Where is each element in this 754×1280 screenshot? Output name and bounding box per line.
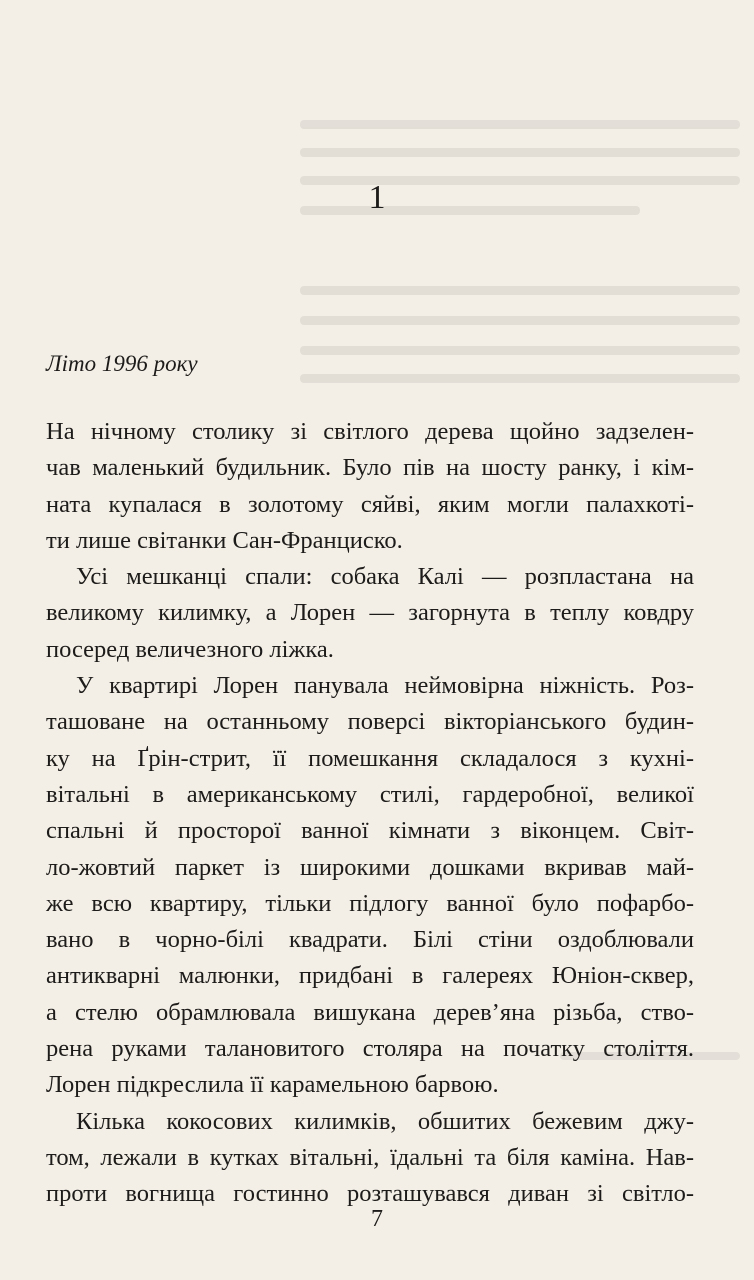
- chapter-dateline: Літо 1996 року: [46, 351, 198, 376]
- text-line: рена руками талановитого столяра на початку століття.: [46, 1035, 694, 1063]
- text-line: У квартирі Лорен панувала неймовірна ніжність. Роз-: [76, 672, 694, 700]
- text-line: ти лише світанки Сан-Франциско.: [46, 526, 403, 554]
- text-line: ку на Ґрін-стрит, її помешкання складалося з кухні-: [46, 744, 694, 772]
- text-line: том, лежали в кутках вітальні, їдальні та біля каміна. Нав-: [46, 1143, 694, 1171]
- text-line: Лорен підкреслила її карамельною барвою.: [46, 1071, 499, 1099]
- text-line: Кілька кокосових килимків, обшитих бежевим джу-: [76, 1107, 694, 1135]
- text-line: вано в чорно-білі квадрати. Білі стіни оздоблювали: [46, 926, 694, 954]
- text-line: ната купалася в золотому сяйві, яким могли палахкоті-: [46, 490, 694, 518]
- text-line: антикварні малюнки, придбані в галереях Юніон-сквер,: [46, 962, 694, 990]
- text-line: же всю квартиру, тільки підлогу ванної було пофарбо-: [46, 889, 694, 917]
- text-line: вітальні в американському стилі, гардеробної, великої: [46, 780, 694, 808]
- chapter-number: 1: [368, 179, 386, 216]
- text-line: Усі мешканці спали: собака Калі — розпластана на: [76, 563, 694, 591]
- text-line: спальні й просторої ванної кімнати з віконцем. Світ-: [46, 817, 694, 845]
- text-line: ло-жовтий паркет із широкими дошками вкривав май-: [46, 853, 694, 881]
- text-line: На нічному столику зі світлого дерева щойно задзелен-: [46, 418, 694, 445]
- text-line: проти вогнища гостинно розташувався диван зі світло-: [46, 1180, 694, 1208]
- chapter-body: [46, 414, 694, 1213]
- page-number: 7: [371, 1206, 383, 1232]
- text-line: великому килимку, а Лорен — загорнута в теплу ковдру: [46, 599, 694, 627]
- text-line: посеред величезного ліжка.: [46, 635, 334, 663]
- text-line: чав маленький будильник. Було пів на шосту ранку, і кім-: [46, 454, 694, 482]
- text-line: ташоване на останньому поверсі вікторіанського будин-: [46, 708, 694, 736]
- text-line: а стелю обрамлювала вишукана дерев’яна різьба, ство-: [46, 998, 694, 1026]
